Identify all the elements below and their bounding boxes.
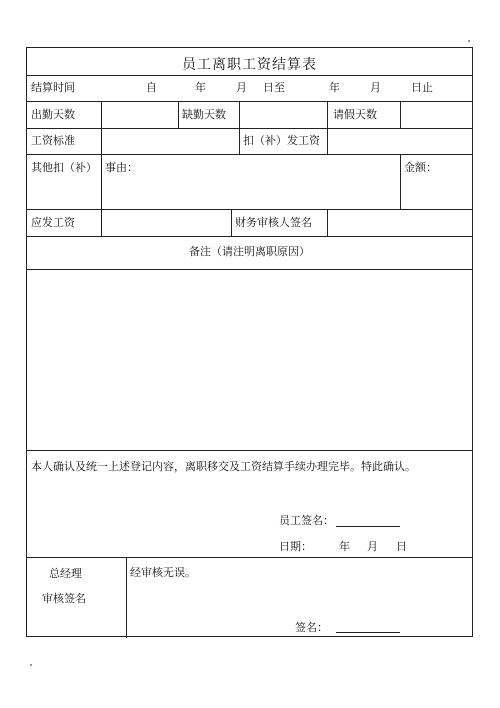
col-divider [101, 101, 102, 128]
row-divider [27, 101, 472, 102]
wage-standard-label: 工资标准 [31, 134, 75, 147]
row-divider [27, 154, 472, 155]
period-from: 自 [146, 81, 157, 94]
col-divider [101, 128, 102, 154]
row-divider [27, 557, 472, 558]
col-divider [126, 557, 127, 638]
manager-sign-title: 审核签名 [42, 592, 86, 605]
col-divider [400, 154, 401, 209]
manager-sign-line [336, 632, 400, 633]
row-divider [27, 269, 472, 270]
finance-sign-label: 财务审核人签名 [235, 216, 312, 229]
remarks-header: 备注（请注明离职原因） [189, 245, 310, 258]
corner-dot [468, 40, 470, 42]
period-year1: 年 [195, 81, 206, 94]
col-divider [327, 209, 328, 236]
col-divider [231, 209, 232, 236]
period-day-end: 日止 [411, 81, 433, 94]
row-divider [27, 75, 472, 76]
form-title: 员工离职工资结算表 [182, 57, 317, 73]
attendance-days-label: 出勤天数 [31, 108, 75, 121]
period-month2: 月 [370, 81, 381, 94]
other-deduction-label: 其他扣（补） [31, 161, 97, 174]
leave-days-label: 请假天数 [333, 108, 377, 121]
date-year: 年 [339, 540, 350, 553]
manager-title: 总经理 [49, 567, 82, 580]
reason-label: 事由： [105, 161, 138, 174]
period-day-to: 日至 [263, 81, 285, 94]
date-month: 月 [367, 540, 378, 553]
manager-verified-text: 经审核无误。 [130, 566, 196, 579]
date-label: 日期： [279, 540, 312, 553]
col-divider [239, 101, 240, 128]
col-divider [178, 101, 179, 128]
date-day: 日 [396, 540, 407, 553]
period-year2: 年 [329, 81, 340, 94]
manager-sign-label: 签名： [295, 621, 328, 634]
period-month1: 月 [236, 81, 247, 94]
deduct-pay-label: 扣（补）发工资 [243, 134, 320, 147]
row-divider [27, 128, 472, 129]
row-divider [27, 450, 472, 451]
period-label: 结算时间 [31, 81, 75, 94]
employee-sign-line [336, 526, 400, 527]
footer-dot [30, 664, 32, 666]
row-divider [27, 236, 472, 237]
col-divider [239, 128, 240, 154]
col-divider [400, 101, 401, 128]
confirmation-statement: 本人确认及统一上述登记内容，离职移交及工资结算手续办理完毕。特此确认。 [31, 460, 416, 473]
row-divider [27, 209, 472, 210]
settlement-form [26, 47, 473, 637]
col-divider [327, 128, 328, 154]
col-divider [101, 209, 102, 236]
col-divider [101, 154, 102, 209]
amount-label: 金额： [404, 161, 437, 174]
payable-wage-label: 应发工资 [31, 216, 75, 229]
absence-days-label: 缺勤天数 [182, 108, 226, 121]
col-divider [327, 101, 328, 128]
employee-sign-label: 员工签名： [279, 514, 334, 527]
